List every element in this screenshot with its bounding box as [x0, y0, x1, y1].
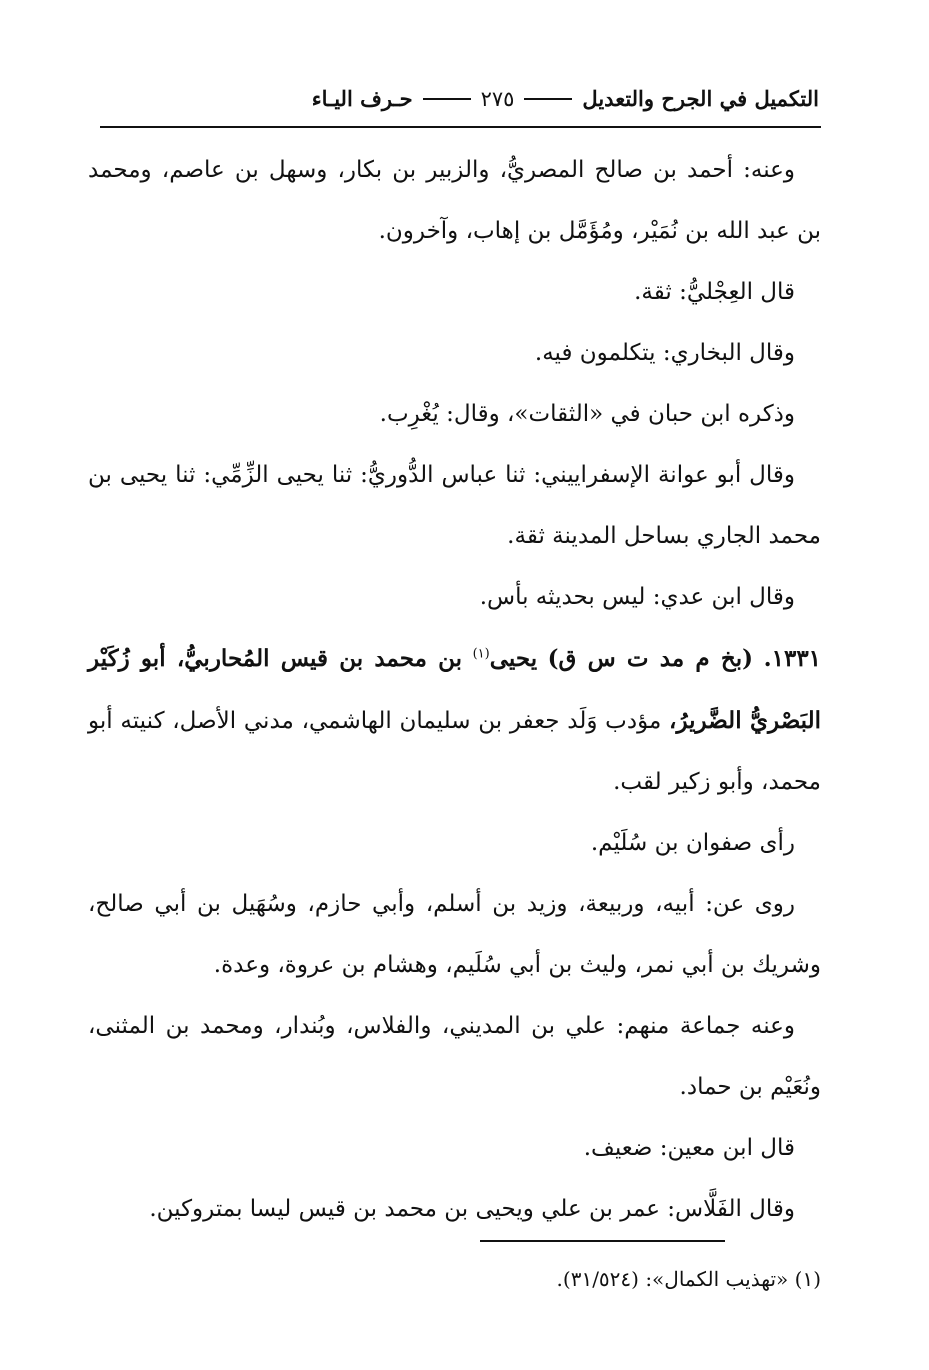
header-dash: [423, 98, 471, 100]
footnote: [300, 1262, 821, 1296]
paragraph: قال العِجْليُّ: ثقة.: [634, 279, 795, 305]
paragraph: وعنه جماعة منهم: علي بن المديني، والفلاس، وبُندار، ومحمد بن المثنى، ونُعَيْم بن حماد.: [88, 1013, 821, 1100]
entry-name-start: يحيى: [489, 645, 538, 672]
running-header: [92, 86, 819, 111]
paragraph: وقال ابن عدي: ليس بحديثه بأس.: [479, 584, 795, 610]
footnote-rule: [480, 1240, 725, 1242]
header-dash: [524, 98, 572, 100]
paragraph: وذكره ابن حبان في «الثقات»، وقال: يُغْرِب.: [379, 401, 795, 427]
entry-symbols: (بخ م مد ت س ق): [547, 645, 754, 672]
footnote-number: (١): [794, 1267, 821, 1291]
footnote-mark: (١): [472, 646, 490, 662]
chapter-title: حـرف اليـاء: [311, 86, 413, 111]
paragraph: وقال أبو عوانة الإسفراييني: ثنا عباس الدُّوريُّ: ثنا يحيى الزِّمِّي: ثنا يحيى بن محمد الجاري بساحل المدينة ثقة.: [88, 462, 821, 549]
header-rule: [100, 126, 821, 128]
paragraph: قال ابن معين: ضعيف.: [583, 1135, 795, 1161]
page-number: ٢٧٥: [480, 86, 515, 111]
paragraph: وعنه: أحمد بن صالح المصريُّ، والزبير بن بكار، وسهل بن عاصم، ومحمد بن عبد الله بن نُمَيْر، ومُؤَمَّل بن إهاب، وآخرون.: [88, 157, 821, 244]
paragraph: روى عن: أبيه، وربيعة، وزيد بن أسلم، وأبي حازم، وسُهَيل بن أبي صالح، وشريك بن أبي نمر، وليث بن أبي سُلَيم، وهشام بن عروة، وعدة.: [88, 891, 821, 978]
paragraph: وقال الفَلَّاس: عمر بن علي ويحيى بن محمد بن قيس ليسا بمتروكين.: [149, 1196, 795, 1222]
footnote-text: «تهذيب الكمال»: (٣١/٥٢٤).: [556, 1267, 789, 1291]
book-title: التكميل في الجرح والتعديل: [582, 86, 819, 111]
paragraph: رأى صفوان بن سُلَيْم.: [590, 830, 795, 856]
entry-name-rest: بن محمد بن قيس المُحاربيُّ، أبو زُكَيْر البَصْريُّ الضَّريرُ،: [88, 645, 821, 734]
paragraph: وقال البخاري: يتكلمون فيه.: [534, 340, 795, 366]
body-text: [88, 140, 821, 1240]
entry-description: مؤدب وَلَد جعفر بن سليمان الهاشمي، مدني الأصل، كنيته أبو محمد، وأبو زكير لقب.: [88, 708, 821, 795]
biography-entry: [88, 628, 821, 813]
entry-number: ١٣٣١.: [763, 645, 822, 672]
